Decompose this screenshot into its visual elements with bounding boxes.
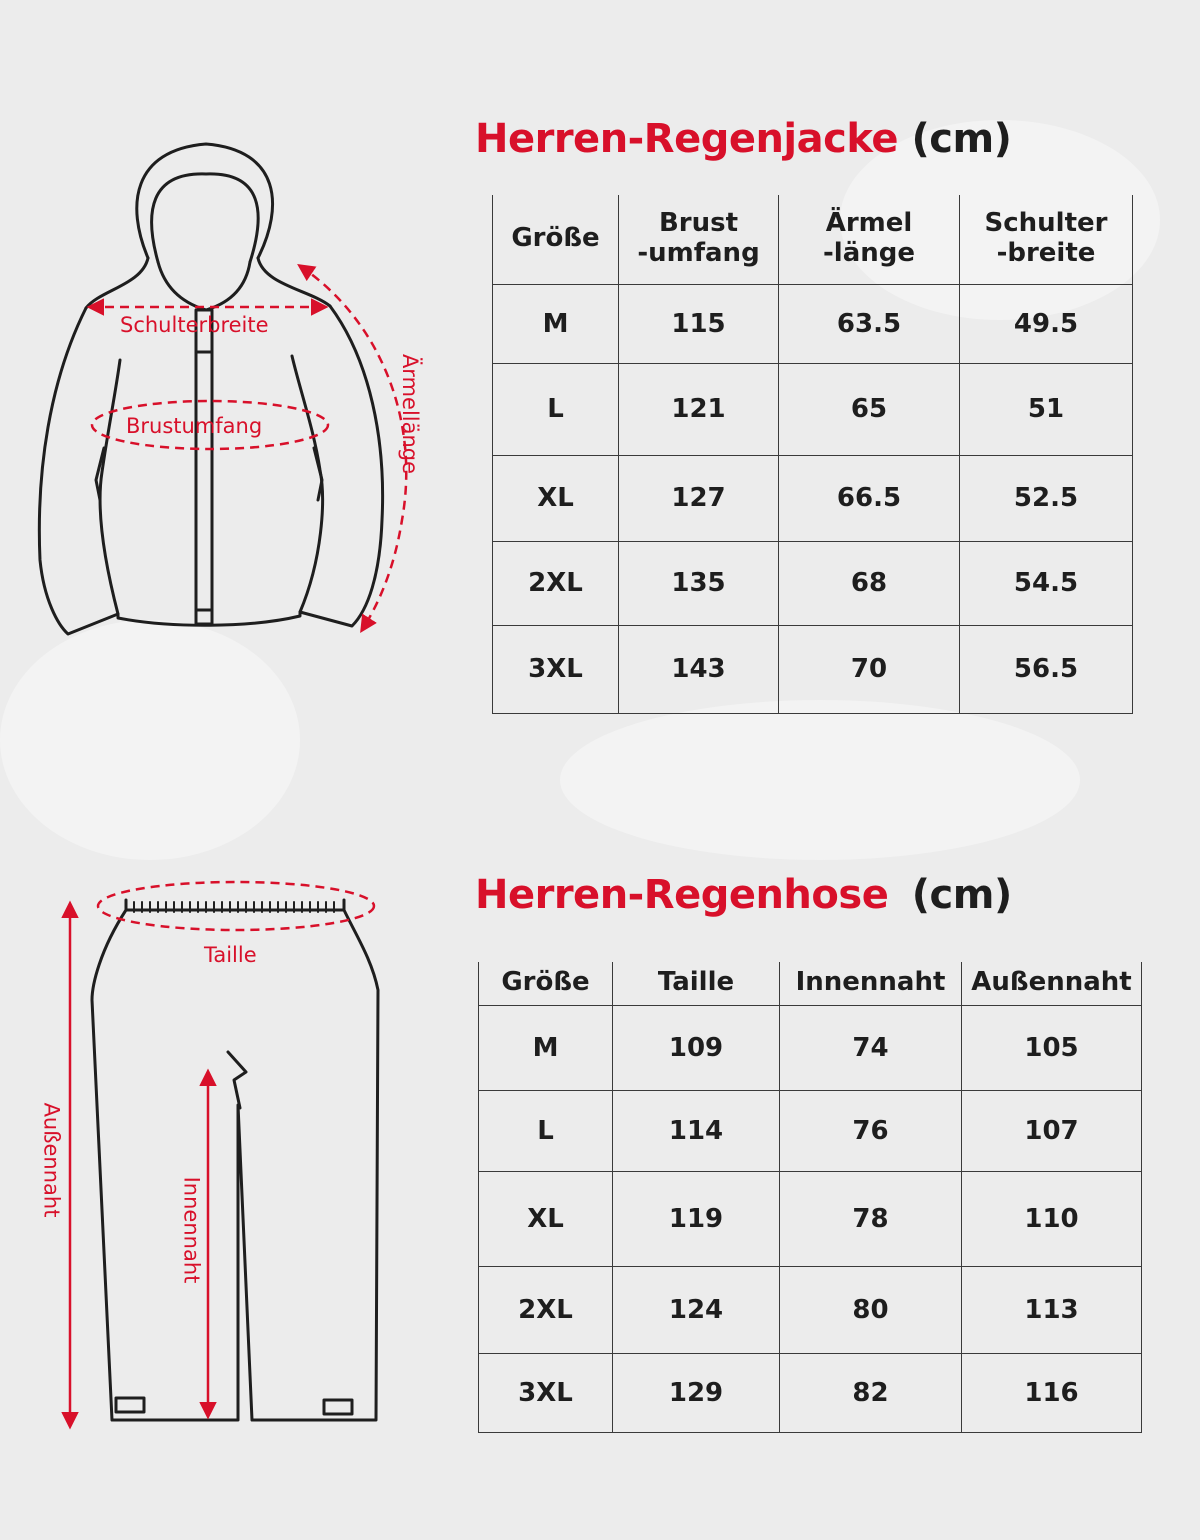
- column-header: Innennaht: [780, 962, 962, 1005]
- table-cell: 2XL: [493, 541, 619, 625]
- table-cell: 129: [613, 1353, 780, 1432]
- table-row: [493, 541, 1133, 625]
- table-cell: 143: [619, 625, 779, 713]
- column-header: Größe: [479, 962, 613, 1005]
- table-cell: XL: [493, 455, 619, 541]
- table-cell: 78: [780, 1171, 962, 1266]
- sleeve-label: Ärmellänge: [398, 353, 423, 475]
- chest-label: Brustumfang: [126, 414, 263, 438]
- table-row: [493, 363, 1133, 455]
- pants-size-table: [478, 962, 1142, 1433]
- table-cell: M: [479, 1005, 613, 1090]
- column-header: Ärmel -länge: [779, 195, 960, 284]
- jacket-size-table: [492, 195, 1133, 714]
- table-row: [479, 1353, 1142, 1432]
- jacket-title-unit: (cm): [911, 116, 1012, 162]
- table-cell: 3XL: [479, 1353, 613, 1432]
- table-cell: 74: [780, 1005, 962, 1090]
- column-header: Außennaht: [962, 962, 1142, 1005]
- table-cell: 82: [780, 1353, 962, 1432]
- table-cell: 63.5: [779, 284, 960, 363]
- table-cell: 109: [613, 1005, 780, 1090]
- table-cell: 52.5: [960, 455, 1133, 541]
- table-cell: 70: [779, 625, 960, 713]
- table-cell: 80: [780, 1266, 962, 1353]
- table-cell: 127: [619, 455, 779, 541]
- pants-title-main: Herren-Regenhose: [475, 872, 889, 918]
- table-cell: 121: [619, 363, 779, 455]
- table-cell: 54.5: [960, 541, 1133, 625]
- table-cell: 65: [779, 363, 960, 455]
- table-cell: 3XL: [493, 625, 619, 713]
- table-row: [479, 1005, 1142, 1090]
- table-row: [479, 1266, 1142, 1353]
- table-cell: L: [479, 1090, 613, 1171]
- table-row: [479, 1090, 1142, 1171]
- table-cell: 115: [619, 284, 779, 363]
- table-cell: L: [493, 363, 619, 455]
- table-cell: M: [493, 284, 619, 363]
- table-cell: 110: [962, 1171, 1142, 1266]
- outseam-label: Außennaht: [39, 1102, 64, 1218]
- table-header-row: [479, 962, 1142, 1005]
- table-header-row: [493, 195, 1133, 284]
- table-row: [493, 625, 1133, 713]
- jacket-title: [475, 116, 1011, 162]
- table-cell: 119: [613, 1171, 780, 1266]
- shoulder-label: Schulterbreite: [120, 313, 269, 337]
- table-row: [493, 284, 1133, 363]
- column-header: Taille: [613, 962, 780, 1005]
- table-cell: XL: [479, 1171, 613, 1266]
- table-cell: 107: [962, 1090, 1142, 1171]
- table-cell: 51: [960, 363, 1133, 455]
- table-cell: 2XL: [479, 1266, 613, 1353]
- column-header: Schulter -breite: [960, 195, 1133, 284]
- table-cell: 105: [962, 1005, 1142, 1090]
- table-cell: 49.5: [960, 284, 1133, 363]
- table-cell: 56.5: [960, 625, 1133, 713]
- table-cell: 114: [613, 1090, 780, 1171]
- table-cell: 135: [619, 541, 779, 625]
- table-cell: 116: [962, 1353, 1142, 1432]
- table-cell: 66.5: [779, 455, 960, 541]
- pants-title-unit: (cm): [911, 872, 1012, 918]
- pants-title: [475, 872, 1012, 918]
- table-row: [493, 455, 1133, 541]
- table-cell: 68: [779, 541, 960, 625]
- waist-label: Taille: [204, 943, 257, 967]
- table-cell: 76: [780, 1090, 962, 1171]
- table-cell: 124: [613, 1266, 780, 1353]
- column-header: Brust -umfang: [619, 195, 779, 284]
- column-header: Größe: [493, 195, 619, 284]
- jacket-title-main: Herren-Regenjacke: [475, 116, 899, 162]
- inseam-label: Innennaht: [179, 1176, 204, 1284]
- table-cell: 113: [962, 1266, 1142, 1353]
- table-row: [479, 1171, 1142, 1266]
